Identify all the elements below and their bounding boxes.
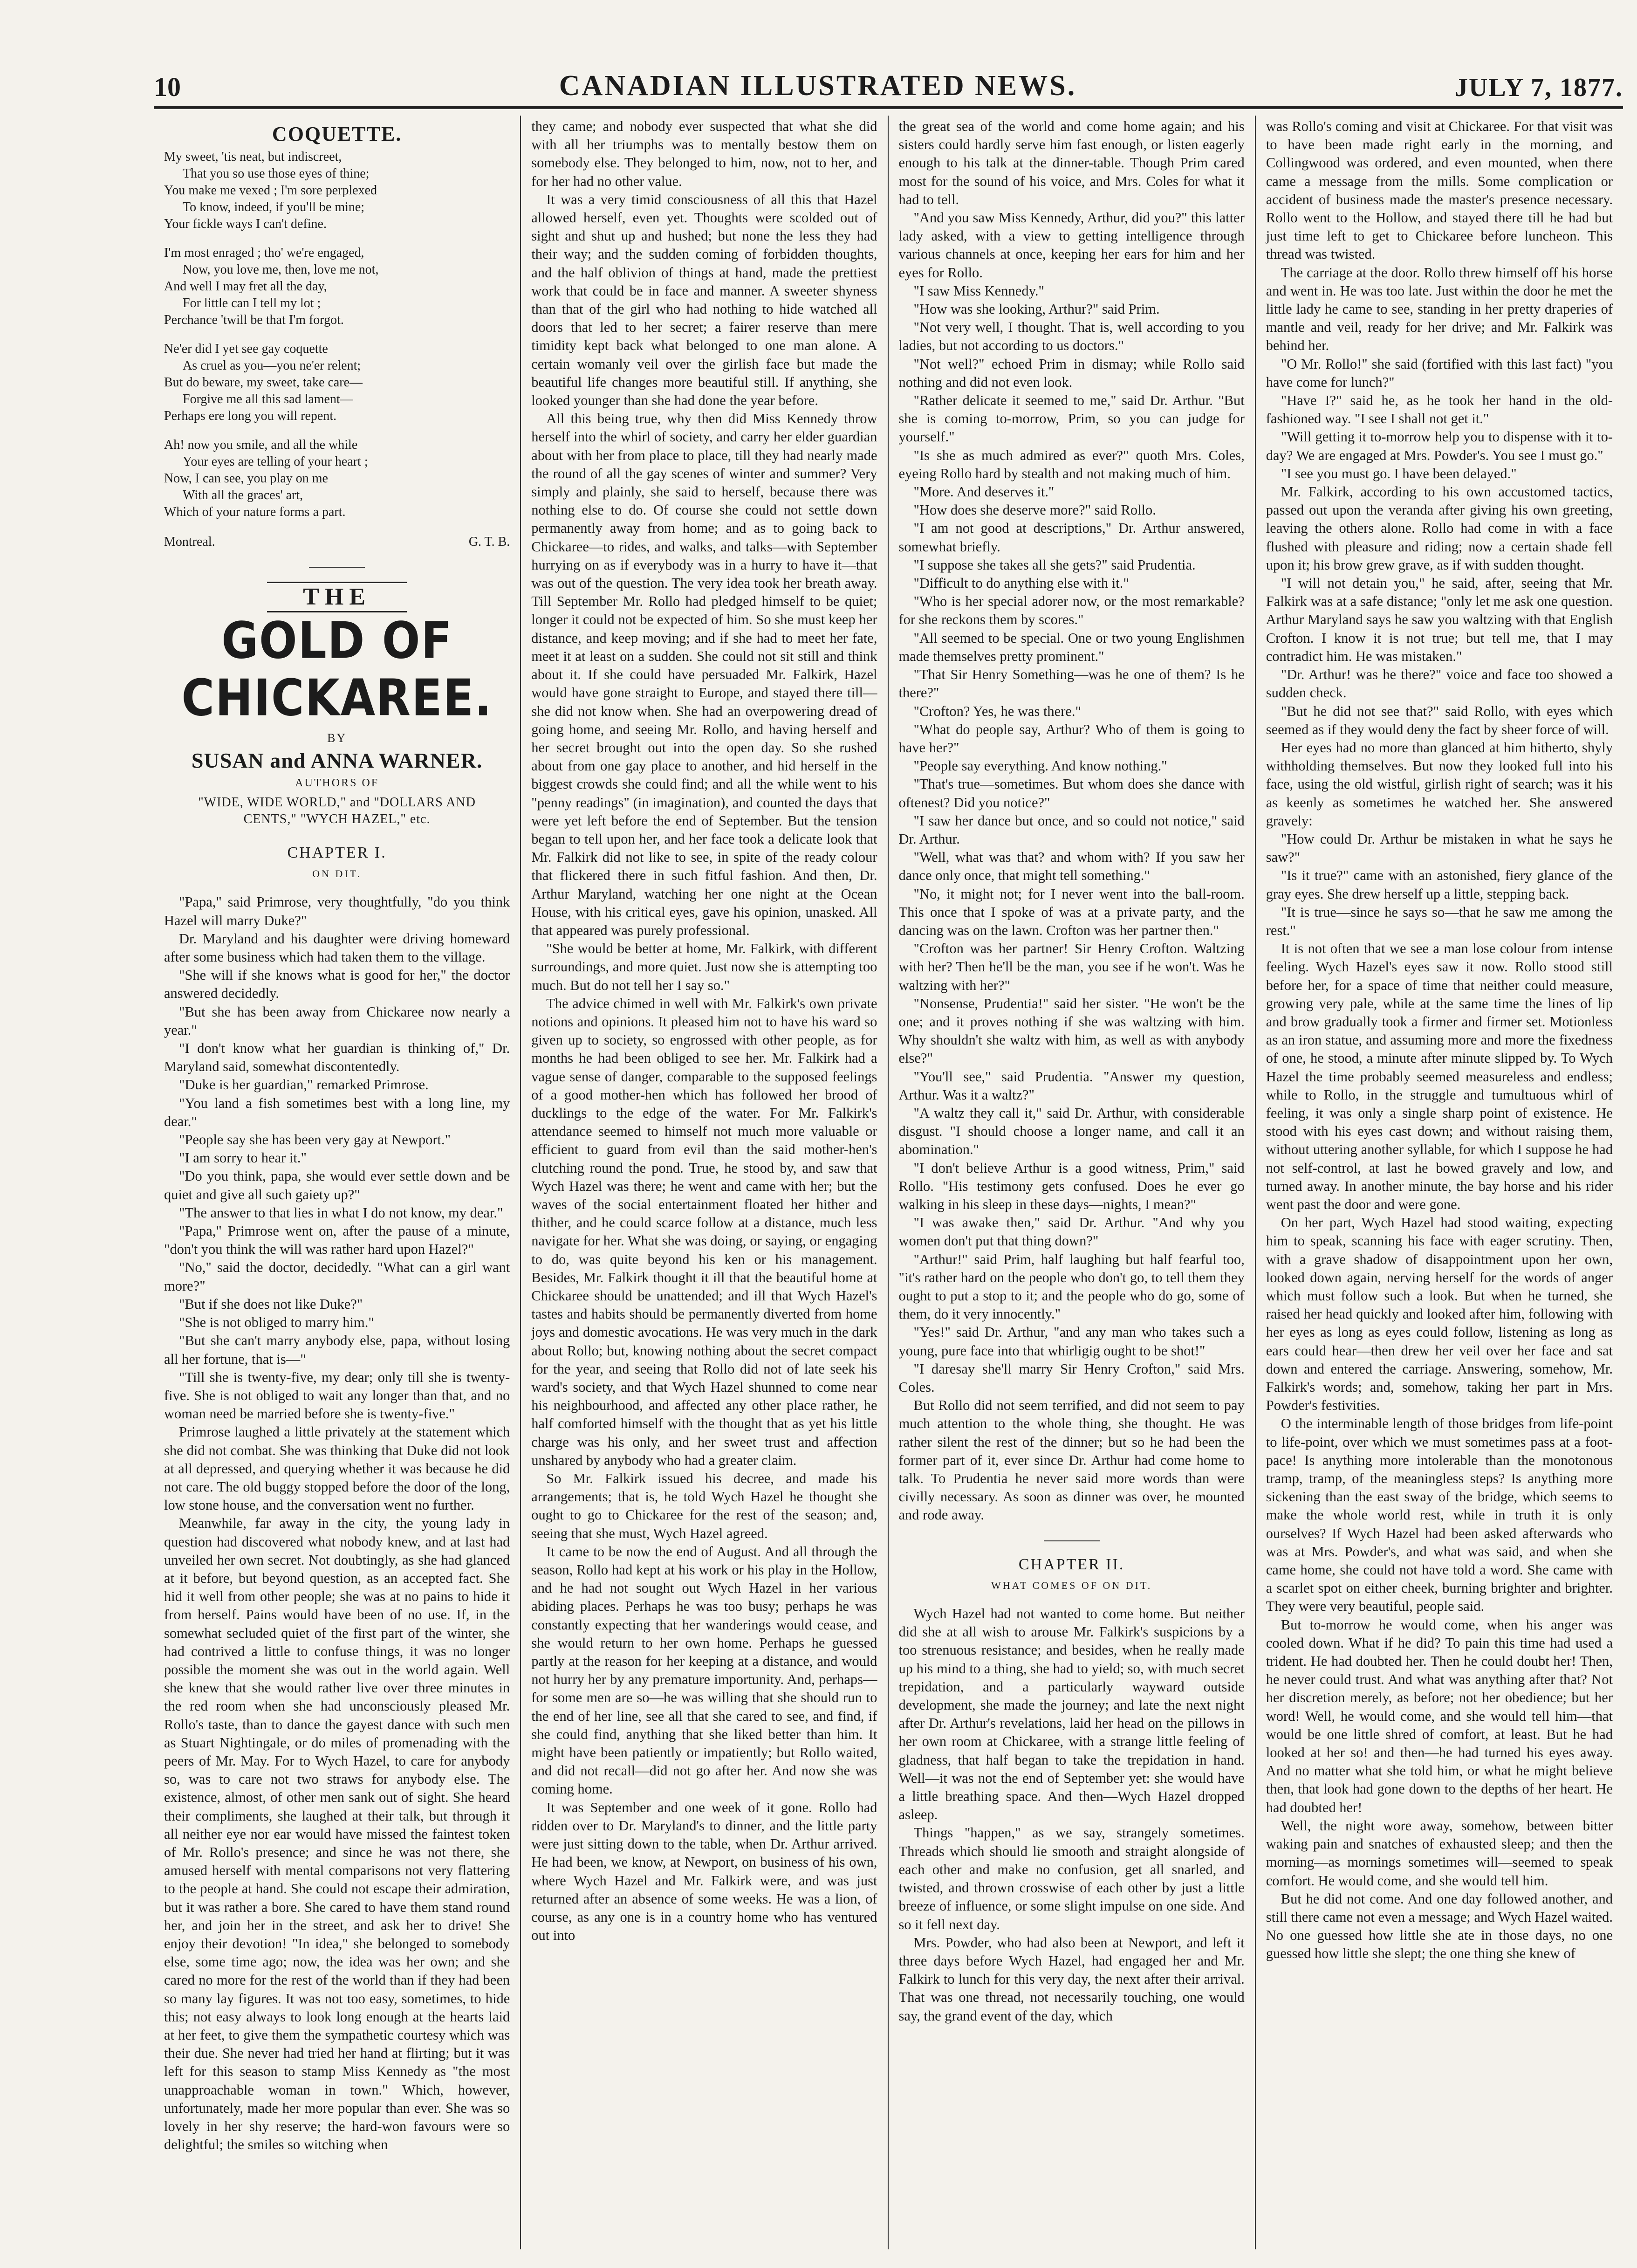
- story-authors: SUSAN and ANNA WARNER.: [191, 748, 483, 772]
- paragraph: Her eyes had no more than glanced at him hitherto, shyly withholding themselves. But now they looked full into his face, using the old wistful, girlish right of search; was it his as keenly as sometimes he watched her. She answered gravely:: [1266, 739, 1613, 829]
- paragraph: "Papa," said Primrose, very thoughtfully, "do you think Hazel will marry Duke?": [164, 894, 510, 928]
- paragraph: "Not well?" echoed Prim in dismay; while Rollo said nothing and did not even look.: [898, 356, 1245, 390]
- paragraph: "I am not good at descriptions," Dr. Arthur answered, somewhat briefly.: [898, 520, 1245, 555]
- story-works: "WIDE, WIDE WORLD," and "DOLLARS AND CENTS," "WYCH HAZEL," etc.: [198, 795, 476, 827]
- poem-stanza: [164, 341, 510, 425]
- paragraph: Dr. Maryland and his daughter were driving homeward after some business which had taken them to the village.: [164, 930, 510, 965]
- poem-line: I'm most enraged ; tho' we're engaged,: [164, 246, 364, 261]
- paragraph: "She would be better at home, Mr. Falkirk, with different surroundings, and more quiet. Just now she is attempting too much. But do not tell her I say so.": [531, 941, 877, 993]
- story-the: THE: [267, 582, 407, 612]
- paragraph: Wych Hazel had not wanted to come home. But neither did she at all wish to arouse Mr. Falkirk's suspicions by a too strenuous resistance; and besides, when he really made up his mind to a thing, she had to yield; so, with much secret trepidation, and a particularly wayward outside development, she made the journey; and late the next night after Dr. Arthur's revelations, laid her head on the pillows in her own room at Chickaree, with a strange little feeling of gladness, that half began to take the trepidation in hand. Well—it was not the end of September yet: she would have a little breathing space. And then—Wych Hazel dropped asleep.: [898, 1606, 1245, 1823]
- paragraph: "It is true—since he says so—that he saw me among the rest.": [1266, 904, 1613, 938]
- poem-line: And well I may fret all the day,: [164, 279, 327, 294]
- poem-line: My sweet, 'tis neat, but indiscreet,: [164, 150, 342, 165]
- paragraph: "No, it might not; for I never went into the ball-room. This once that I spoke of was at a private party, and the dancing was on the lawn. Crofton was her partner then.": [898, 886, 1245, 938]
- paragraph: "People say she has been very gay at Newport.": [179, 1132, 451, 1148]
- poem-line: Ne'er did I yet see gay coquette: [164, 342, 328, 357]
- paragraph: "People say everything. And know nothing.": [913, 758, 1167, 774]
- paragraph: "Arthur!" said Prim, half laughing but half fearful too, "it's rather hard on the people who don't go, to tell them they ought to put a stop to it; and the people who do go, some of them, do it very innocently.": [898, 1251, 1245, 1322]
- poem-stanza: [164, 245, 510, 329]
- paragraph: "How could Dr. Arthur be mistaken in what he says he saw?": [1266, 831, 1613, 866]
- newspaper-title: CANADIAN ILLUSTRATED NEWS.: [559, 70, 1077, 102]
- chapter-subheading: WHAT COMES OF ON DIT.: [991, 1579, 1152, 1591]
- paragraph: "Well, what was that? and whom with? If you saw her dance only once, that might tell something.": [898, 849, 1245, 884]
- paragraph: "You land a fish sometimes best with a long line, my dear.": [164, 1095, 510, 1129]
- paragraph: "But if she does not like Duke?": [179, 1296, 363, 1312]
- paragraph: But he did not come. And one day followed another, and still there came not even a message; and Wych Hazel waited. No one guessed how little she ate in those days, no one guessed how little she slept; the one thing she knew of: [1266, 1890, 1613, 1962]
- poem-line: Perhaps ere long you will repent.: [164, 409, 337, 424]
- paragraph: The carriage at the door. Rollo threw himself off his horse and went in. He was too late. Just within the door he met the little lady he came to see, standing in her pretty draperies of mantle and veil, ready for her drive; and Mr. Falkirk was behind her.: [1266, 264, 1613, 354]
- paragraph: was Rollo's coming and visit at Chickaree. For that visit was to have been made right early in the morning, and Collingwood was ordered, and even mounted, when there came a message from the mills. Some complication or accident of business made the master's presence necessary. Rollo went to the Hollow, and stayed there till he had but just time left to get to Chickaree before luncheon. This thread was twisted.: [1266, 118, 1613, 262]
- poem-line: For little can I tell my lot ;: [183, 296, 321, 311]
- paragraph: "Nonsense, Prudentia!" said her sister. "He won't be the one; and it proves nothing if she was waltzing with him. Why shouldn't she waltz with him, as well as with anybody else?": [898, 995, 1245, 1066]
- paragraph: The advice chimed in well with Mr. Falkirk's own private notions and opinions. It pleased him not to have his ward so given up to society, so engrossed with other people, as for months he had been obliged to see her. Mr. Falkirk had a vague sense of danger, comparable to the supposed feelings of a good mother-hen which has followed her brood of ducklings to the edge of the water. For Mr. Falkirk's attendance seemed to himself not much more valuable or efficient to guard from evil than the said mother-hen's clutching round the pond. True, he stood by, and saw that Wych Hazel was there; he went and came with her; but the waves of the social entertainment floated her hither and thither, and he could scarce follow at a distance, much less navigate for her. What she was doing, or saying, or engaging to do, was quite beyond his ken or his management. Besides, Mr. Falkirk thought it ill that the beautiful home at Chickaree should be unattended; and ill that Wych Hazel's tastes and habits should be permanently diverted from home joys and domestic avocations. He was very much in the dark about Rollo; but, knowing nothing about the secret compact for the year, and seeing that Rollo did not of late seek his ward's society, and that Wych Hazel shunned to come near his neighbourhood, and affected any other place rather, he half comforted himself with the thought that as yet his little charge was his only, and her sweet trust and affection unshared by anybody who had a greater claim.: [531, 995, 877, 1468]
- paragraph: All this being true, why then did Miss Kennedy throw herself into the whirl of society, and carry her elder guardian about with her from place to place, till they had nearly made the round of all the gay scenes of winter and summer? Very simply and plainly, she said to herself, because there was nothing else to do. Of course she could not settle down permanently away from home; and as to going back to Chickaree—to rides, and walks, and talks—with September hurrying on as if everybody was in a hurry to have it—that was out of the question. The very idea took her breath away. Till September Mr. Rollo had pledged himself to be quiet; longer it could not be expected of him. So she must keep her distance, and keep moving; and if she had to meet her fate, meet it at least on a sudden. She could not sit still and think about it. If she could have persuaded Mr. Falkirk, Hazel would have gone straight to Europe, and stayed there till—she did not know when. She had an overpowering dread of going home, and seeing Mr. Rollo, and having herself and her secret brought out into the open day. So she rushed about from one gay place to another, and hid herself in the biggest crowds she could find; and all the while went to his "penny readings" (in imagination), and counted the days that were yet left before the end of September. But the tension began to tell upon her, and her face took a delicate look that Mr. Falkirk did not like to see, in spite of the ready colour that flickered there in such fitful fashion. And then, Dr. Arthur Maryland, watching her one night at the Ocean House, with his critical eyes, gave his opinion, unasked. All that appeared was purely professional.: [531, 411, 877, 938]
- paragraph: "That Sir Henry Something—was he one of them? Is he there?": [898, 667, 1245, 701]
- paragraph: "Who is her special adorer now, or the most remarkable? for she reckons them by scores.": [898, 593, 1245, 628]
- paragraph: Meanwhile, far away in the city, the young lady in question had discovered what nobody knew, and at last had unveiled her own secret. Not doubtingly, as she had glanced at it before, but beyond question, as an accepted fact. She hid it well from other people; she was at no pains to hide it from herself. Pains would have been of no use. If, in the somewhat secluded quiet of the first part of the winter, she had contrived a little to confuse things, it was no longer possible the moment she was out in the world again. Well she knew that she would rather live over three minutes in the red room when she had unconsciously pleased Mr. Rollo's taste, than to dance the gayest dance with such men as Stuart Nightingale, or do miles of promenading with the peers of Mr. May. For to Wych Hazel, to care for anybody so, was to care not two straws for anybody else. The existence, almost, of other men sank out of sight. She heard their compliments, she laughed at their talk, but through it all neither eye nor ear would have missed the faintest token of Mr. Rollo's presence; and since he was not there, she amused herself with mental comparisons not very flattering to the people at hand. She could not escape their admiration, but it was rather a bore. She cared to have them stand round her, and join her in the street, and ask her to drive! She enjoy their devotion! "In idea," she belonged to somebody else, some time ago; now, the idea was her own; and she cared no more for the rest of the world than if they had been so many lay figures. It was not too easy, sometimes, to hide this; not easy always to look long enough at the hearts laid at her feet, to give them the sympathetic courtesy which was their due. She never had tried her hand at flirting; but it was left for this season to stamp Miss Kennedy as "the most unapproachable woman in town." Which, however, unfortunately, made her more popular than ever. She was so lovely in her shy reserve; the hard-won favours were so delightful; the smiles so witching when: [164, 1515, 510, 2153]
- paragraph: "I don't know what her guardian is thinking of," Dr. Maryland said, somewhat discontentedly.: [164, 1040, 510, 1075]
- paragraph: "Dr. Arthur! was he there?" voice and face too showed a sudden check.: [1266, 667, 1613, 701]
- page-number: 10: [154, 72, 181, 102]
- paragraph: It was September and one week of it gone. Rollo had ridden over to Dr. Maryland's to dinner, and the little party were just sitting down to the table, when Dr. Arthur arrived. He had been, we know, at Newport, on business of his own, where Wych Hazel and Mr. Falkirk were, and was just returned after an absence of some weeks. He was a lion, of course, as any one is in a country home who has ventured out into: [531, 1799, 877, 1944]
- paragraph: But Rollo did not seem terrified, and did not seem to pay much attention to the whole thing, she thought. He was rather silent the rest of the dinner; but so he had been the former part of it, ever since Dr. Arthur had come home to talk. To Prudentia he never said more words than were civilly necessary. As soon as dinner was over, he mounted and rode away.: [898, 1397, 1245, 1523]
- issue-date: JULY 7, 1877.: [1454, 73, 1623, 102]
- poem-line: Perchance 'twill be that I'm forgot.: [164, 313, 344, 328]
- paragraph: Things "happen," as we say, strangely sometimes. Threads which should lie smooth and straight alongside of each other and make no confusion, get all snarled, and twisted, and thrown crosswise of each other by just a little breeze of influence, or some slight impulse on one side. And so it fell next day.: [898, 1825, 1245, 1932]
- article-columns: [154, 116, 1623, 2249]
- paragraph: "I see you must go. I have been delayed.": [1281, 465, 1517, 481]
- paragraph: "How does she deserve more?" said Rollo.: [913, 502, 1156, 518]
- paragraph: "How was she looking, Arthur?" said Prim.: [913, 301, 1160, 317]
- paragraph: "Duke is her guardian," remarked Primrose.: [179, 1077, 429, 1093]
- paragraph: "All seemed to be special. One or two young Englishmen made themselves pretty prominent.": [898, 630, 1245, 664]
- paragraph: "O Mr. Rollo!" she said (fortified with this last fact) "you have come for lunch?": [1266, 356, 1613, 390]
- column-3: [889, 116, 1256, 2249]
- poem-line: To know, indeed, if you'll be mine;: [183, 200, 365, 215]
- poem-signature: [164, 533, 510, 551]
- paragraph: "But she has been away from Chickaree now nearly a year.": [164, 1003, 510, 1038]
- paragraph: "You'll see," said Prudentia. "Answer my question, Arthur. Was it a waltz?": [898, 1068, 1245, 1103]
- paragraph: "Yes!" said Dr. Arthur, "and any man who takes such a young, pure face into that whirligig ought to be shot!": [898, 1324, 1245, 1359]
- paragraph: "Papa," Primrose went on, after the pause of a minute, "don't you think the will was rather hard upon Hazel?": [164, 1223, 510, 1258]
- paragraph: Well, the night wore away, somehow, between bitter waking pain and snatches of exhausted sleep; and then the morning—as mornings sometimes will—seemed to speak comfort. He would come, and she would tell him.: [1266, 1817, 1613, 1889]
- story-authors-of: AUTHORS OF: [295, 777, 379, 789]
- paragraph: Mr. Falkirk, according to his own accustomed tactics, passed out upon the veranda after giving his own greeting, leaving the others alone. Rollo had come in with a face flushed with pleasure and riding; now a certain shade fell upon it; his brow grew grave, as if with sudden thought.: [1266, 484, 1613, 573]
- paragraph: "Is it true?" came with an astonished, fiery glance of the gray eyes. She drew herself up a little, stepping back.: [1266, 867, 1613, 902]
- paragraph: So Mr. Falkirk issued his decree, and made his arrangements; that is, he told Wych Hazel he thought she ought to go to Chickaree for the rest of the season; and, seeing that she must, Wych Hazel agreed.: [531, 1471, 877, 1541]
- paragraph: "Till she is twenty-five, my dear; only till she is twenty-five. She is not obliged to wait any longer than that, and no woman need be married before she is twenty-five.": [164, 1369, 510, 1422]
- poem-line: Your fickle ways I can't define.: [164, 217, 327, 232]
- paragraph: "I don't believe Arthur is a good witness, Prim," said Rollo. "His testimony gets confused. Does he ever go walking in his sleep in these days—nights, I mean?": [898, 1160, 1245, 1212]
- poem-author: G. T. B.: [468, 535, 510, 550]
- paragraph: "And you saw Miss Kennedy, Arthur, did you?" this latter lady asked, with a view to getting intelligence through various channels at once, keeping her ears for him and her eyes for Rollo.: [898, 210, 1245, 281]
- paragraph: "Not very well, I thought. That is, well according to you ladies, but not according to us doctors.": [898, 319, 1245, 354]
- paragraph: "Do you think, papa, she would ever settle down and be quiet and give all such gaiety up?": [164, 1168, 510, 1203]
- paragraph: "Is she as much admired as ever?" quoth Mrs. Coles, eyeing Rollo hard by stealth and not making much of him.: [898, 447, 1245, 481]
- poem-line: Forgive me all this sad lament—: [183, 392, 353, 407]
- paragraph: "More. And deserves it.": [913, 484, 1055, 500]
- chapter-heading: CHAPTER I.: [287, 844, 387, 862]
- poem-stanza: [164, 149, 510, 233]
- paragraph: "A waltz they call it," said Dr. Arthur, with considerable disgust. "I should choose a longer name, and call it an abomination.": [898, 1105, 1245, 1158]
- paragraph: "I saw her dance but once, and so could not notice," said Dr. Arthur.: [898, 812, 1245, 847]
- paragraph: "No," said the doctor, decidedly. "What can a girl want more?": [164, 1259, 510, 1294]
- masthead-rule: [154, 108, 1623, 109]
- chapter-subheading: ON DIT.: [312, 868, 362, 880]
- paragraph: "She is not obliged to marry him.": [179, 1314, 374, 1331]
- paragraph: It is not often that we see a man lose colour from intense feeling. Wych Hazel's eyes saw it now. Rollo stood still before her, for a space of time that neither could measure, growing very pale, while at the same time the lines of lip and brow gradually took a firmer and firmer set. Motionless as an iron statue, and assuming more and more the fixedness of one, he stood, a minute after minute slipped by. To Wych Hazel the time probably seemed measureless and endless; while to Rollo, in the struggle and tumultuous whirl of feeling, it was only a single sharp point of existence. He stood with his eyes cast down; and without raising them, without uttering another syllable, for which I suppose he had not self-control, at last he bowed gravely and low, and turned away. In another minute, the bay horse and his rider went past the door and were gone.: [1266, 941, 1613, 1212]
- column-2: [521, 116, 888, 2249]
- paragraph: "But he did not see that?" said Rollo, with eyes which seemed as if they would deny the fact by sheer force of will.: [1266, 703, 1613, 737]
- paragraph: Primrose laughed a little privately at the statement which she did not combat. She was thinking that Duke did not look at all depressed, and querying whether it was because he did not care. The old buggy stopped before the door of the long, low stone house, and the conversation went no further.: [164, 1424, 510, 1513]
- paragraph: they came; and nobody ever suspected that what she did with all her triumphs was to mentally bestow them on somebody else. They belonged to him, now, not to her, and for her had no other value.: [531, 118, 877, 189]
- paragraph: "Have I?" said he, as he took her hand in the old-fashioned way. "I see I shall not get it.": [1266, 392, 1613, 427]
- column-1: [154, 116, 521, 2249]
- paragraph: "Difficult to do anything else with it.": [913, 575, 1129, 591]
- poem-place: Montreal.: [164, 535, 215, 550]
- paragraph: "I will not detain you," he said, after, seeing that Mr. Falkirk was at a safe distance; "only let me ask one question. Arthur Maryland says he saw you waltzing with that English Crofton. I know it is not true; but tell me, that I may contradict him. He was mistaken.": [1266, 575, 1613, 664]
- poem-stanza: [164, 437, 510, 521]
- poem: [164, 149, 510, 551]
- column-1-text: [164, 893, 510, 2154]
- paragraph: "I saw Miss Kennedy.": [913, 282, 1044, 299]
- story-title: GOLD OF CHICKAREE.: [181, 612, 493, 728]
- poem-line: Your eyes are telling of your heart ;: [183, 454, 368, 469]
- section-divider: [309, 567, 365, 568]
- paragraph: It came to be now the end of August. And all through the season, Rollo had kept at his work or his play in the Hollow, and he had not sought out Wych Hazel in her various abiding places. Perhaps he was too busy; perhaps he was constantly expecting that her wanderings would cease, and she would return to her own home. Perhaps he guessed partly at the reason for her keeping at a distance, and would not hurry her by any premature importunity. And, perhaps—for some men are so—he was willing that she should run to the end of her line, see all that she cared to see, and find, if she could find, anything that she liked better than him. It might have been patiently or impatiently; but Rollo waited, and did not recall—did not go after her. And now she was coming home.: [531, 1543, 877, 1797]
- paragraph: "The answer to that lies in what I do not know, my dear.": [179, 1204, 503, 1221]
- poem-line: But do beware, my sweet, take care—: [164, 375, 363, 390]
- poem-line: With all the graces' art,: [183, 488, 303, 503]
- column-4: [1256, 116, 1623, 2249]
- paragraph: "Rather delicate it seemed to me," said Dr. Arthur. "But she is coming to-morrow, Prim, so you can judge for yourself.": [898, 392, 1245, 445]
- paragraph: "Crofton? Yes, he was there.": [913, 703, 1081, 719]
- paragraph: "Crofton was her partner! Sir Henry Crofton. Waltzing with her? Then he'll be the man, you see if he won't. Was he waltzing with her?": [898, 941, 1245, 993]
- paragraph: "Will getting it to-morrow help you to dispense with it to-day? We are engaged at Mrs. Powder's. You see I must go.": [1266, 429, 1613, 463]
- paragraph: O the interminable length of those bridges from life-point to life-point, over which we must sometimes pass at a foot-pace! Is anything more intolerable than the monotonous tramp, tramp, of the meaningless steps? Is anything more sickening than the east sway of the bridge, which seems to make the whole world rest, while in truth it is only ourselves? If Wych Hazel had been asked afterwards who was at Mrs. Powder's, and what was said, and when she came home, she could not have told a word. She came with a scarlet spot on either cheek, burning brighter and brighter. They were very beautiful, people said.: [1266, 1416, 1613, 1615]
- paragraph: "But she can't marry anybody else, papa, without losing all her fortune, that is—": [164, 1333, 510, 1367]
- story-by: BY: [327, 731, 347, 745]
- poem-line: Which of your nature forms a part.: [164, 505, 346, 520]
- poem-title: COQUETTE.: [272, 123, 402, 145]
- poem-line: You make me vexed ; I'm sore perplexed: [164, 183, 377, 198]
- paragraph: "I daresay she'll marry Sir Henry Crofton," said Mrs. Coles.: [898, 1361, 1245, 1395]
- paragraph: "She will if she knows what is good for her," the doctor answered decidedly.: [164, 967, 510, 1002]
- paragraph: On her part, Wych Hazel had stood waiting, expecting him to speak, scanning his face with eager scrutiny. Then, with a grave shadow of disappointment upon her own, looked down again, nerving herself for the words of anger which must follow such a look. But when he turned, she raised her head quickly and looked after him, following with her eyes as long as eyes could follow, listening as long as ears could hear—then drew her veil over her face and sat down and entered the carriage. Answering, somehow, Mr. Falkirk's words; and, somehow, taking her part in Mrs. Powder's festivities.: [1266, 1215, 1613, 1414]
- paragraph: the great sea of the world and come home again; and his sisters could hardly serve him fast enough, or listen eagerly enough to his talk at the dinner-table. Though Prim cared most for the sound of his voice, and Mrs. Coles for what it had to tell.: [898, 118, 1245, 207]
- poem-line: Now, I can see, you play on me: [164, 471, 328, 486]
- paragraph: "I suppose she takes all she gets?" said Prudentia.: [913, 557, 1196, 573]
- chapter-heading: CHAPTER II.: [1018, 1555, 1125, 1573]
- paragraph: But to-morrow he would come, when his anger was cooled down. What if he did? To pain this time had used a trident. He had doubted her. Then he could doubt her! Then, he never could trust. And what was anything after that? Not her discretion merely, as before; not her obedience; but her word! Well, he would come, and she would tell him—that would be one little shred of comfort, at least. But he had looked at her so! and then—he had turned his eyes away. And no matter what she told him, or what he might believe then, that look had gone down to the depths of her heart. He had doubted her!: [1266, 1616, 1613, 1815]
- poem-line: As cruel as you—you ne'er relent;: [183, 358, 361, 373]
- paragraph: "I am sorry to hear it.": [179, 1150, 307, 1166]
- paragraph: It was a very timid consciousness of all this that Hazel allowed herself, even yet. Thoughts were scolded out of sight and shut up and hushed; but none the less they had their way; and the sudden coming of forbidden thoughts, and the half oblivion of things at hand, made the prettiest work that could be in face and manner. A sweeter shyness than that of the girl who had nothing to hide watched all doors that led to her secret; a fairer reserve than mere timidity kept back what belonged to one man alone. A certain womanly veil over the girlish face but made the beautiful life changes more beautiful still. If anything, she looked younger than she had done the year before.: [531, 191, 877, 409]
- masthead: [154, 51, 1623, 108]
- paragraph: "I was awake then," said Dr. Arthur. "And why you women don't put that thing down?": [898, 1215, 1245, 1249]
- section-divider: [1044, 1540, 1100, 1541]
- paragraph: "That's true—sometimes. But whom does she dance with oftenest? Did you notice?": [898, 776, 1245, 811]
- poem-line: Now, you love me, then, love me not,: [183, 262, 379, 277]
- poem-line: That you so use those eyes of thine;: [183, 166, 370, 181]
- paragraph: Mrs. Powder, who had also been at Newport, and left it three days before Wych Hazel, had engaged her and Mr. Falkirk to lunch for this very day, the next after their arrival. That was one thread, not necessarily touching, one would say, the grand event of the day, which: [898, 1934, 1245, 2024]
- poem-line: Ah! now you smile, and all the while: [164, 438, 358, 453]
- paragraph: "What do people say, Arthur? Who of them is going to have her?": [898, 721, 1245, 756]
